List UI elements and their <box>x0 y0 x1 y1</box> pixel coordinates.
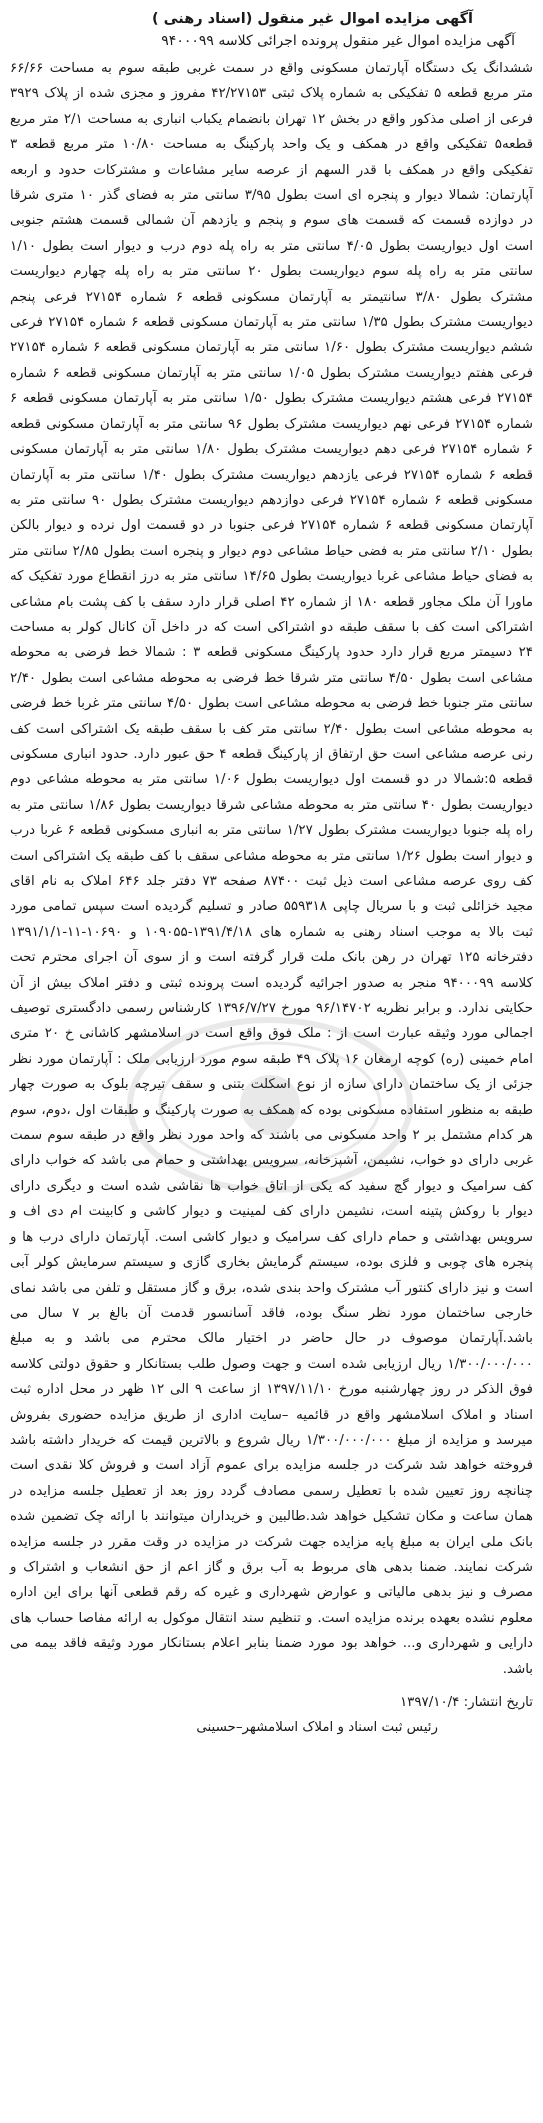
publish-date: تاریخ انتشار: ۱۳۹۷/۱۰/۴ <box>399 1695 533 1710</box>
notice-subtitle: آگهی مزایده اموال غیر منقول پرونده اجرائی کلاسه ۹۴۰۰۰۹۹ <box>161 33 515 49</box>
notice-footer <box>10 1690 533 1740</box>
auction-notice <box>10 8 533 1740</box>
notice-title: آگهی مزایده اموال غیر منقول (اسناد رهنی ) <box>151 11 473 27</box>
notice-body: ششدانگ یک دستگاه آپارتمان مسکونی واقع در سمت غربی طبقه سوم به مساحت ۶۶/۶۶ متر مربع قطعه ۵ تفکیکی به شماره پلاک ثبتی ۴۲/۲۷۱۵۳ مفروز و مجزی شده از پلاک ۳۹۲۹ فرعی از اصلی مذکور واقع در بخش ۱۲ تهران بانضمام یکباب انباری به مساحت ۲/۱ متر مربع قطعه۵ تفکیکی واقع در همکف و یک واحد پارکینگ به مساحت ۱۰/۸۰ متر مربع قطعه ۳ تفکیکی واقع در همکف با قدر السهم از عرصه سایر مشاعات و مشترکات حدود و اربعه آپارتمان: شمالا دیوار و پنجره ای است بطول ۳/۹۵ سانتی متر به فضای گذر ۱۰ متری شرقا در دوازده قسمت که قسمت های سوم و پنجم و یازدهم آن شمالی قسمت هشتم جنوبی است اول دیواریست بطول ۴/۰۵ سانتی متر به راه پله دوم درب و دیوار است بطول ۱/۱۰ سانتی متر به راه پله سوم دیواریست بطول ۲۰ سانتی متر به راه پله چهارم دیواریست مشترک بطول ۳/۸۰ سانتیمتر به آپارتمان مسکونی قطعه ۶ شماره ۲۷۱۵۴ فرعی پنجم دیواریست مشترک بطول ۱/۳۵ سانتی متر به آپارتمان مسکونی قطعه ۶ شماره ۲۷۱۵۴ فرعی ششم دیواریست مشترک بطول ۱/۶۰ سانتی متر به آپارتمان مسکونی قطعه ۶ شماره ۲۷۱۵۴ فرعی هفتم دیواریست مشترک بطول ۱/۰۵ سانتی متر به آپارتمان مسکونی قطعه ۶ شماره ۲۷۱۵۴ فرعی هشتم دیواریست مشترک بطول ۱/۵۰ سانتی متر به آپارتمان مسکونی قطعه ۶ شماره ۲۷۱۵۴ فرعی نهم دیواریست مشترک بطول ۹۶ سانتی متر به آپارتمان مسکونی قطعه ۶ شماره ۲۷۱۵۴ فرعی دهم دیواریست مشترک بطول ۱/۸۰ سانتی متر به آپارتمان مسکونی قطعه ۶ شماره ۲۷۱۵۴ فرعی یازدهم دیواریست مشترک بطول ۱/۴۰ سانتی متر به آپارتمان مسکونی قطعه ۶ شماره ۲۷۱۵۴ فرعی دوازدهم دیواریست مشترک بطول ۹۰ سانتی متر به آپارتمان مسکونی قطعه ۶ شماره ۲۷۱۵۴ فرعی جنوبا در دو قسمت اول نرده و دیوار بالکن بطول ۲/۱۰ سانتی متر به فضی حیاط مشاعی دوم دیوار و پنجره است بطول ۲/۸۵ سانتی متر به فضای حیاط مشاعی غربا دیواریست بطول ۱۴/۶۵ سانتی متر به درز انقطاع مورد تفکیک که ماورا آن ملک مجاور قطعه ۱۸۰ از شماره ۴۲ اصلی قرار دارد سقف با کف پشت بام مشاعی اشتراکی است کف با سقف طبقه دو اشتراکی است که در داخل آن کانال کولر به مساحت ۲۴ دسیمتر مربع قرار دارد حدود پارکینگ مسکونی قطعه ۳ : شمالا خط فرضی به محوطه مشاعی است بطول ۴/۵۰ سانتی متر شرقا خط فرضی به محوطه مشاعی است بطول ۲/۴۰ سانتی متر جنوبا خط فرضی به محوطه مشاعی است بطول ۴/۵۰ سانتی متر غربا خط فرضی به محوطه مشاعی است بطول ۲/۴۰ سانتی متر کف با سقف طبقه یک اشتراکی است کف رنی عرصه مشاعی است حق ارتفاق از پارکینگ قطعه ۴ حق عبور دارد. حدود انباری مسکونی قطعه ۵:شمالا در دو قسمت اول دیواریست بطول ۱/۰۶ سانتی متر به محوطه مشاعی دوم دیواریست بطول ۴۰ سانتی متر به محوطه مشاعی شرقا دیواریست بطول ۱/۸۶ سانتی متر به راه پله جنوبا دیواریست مشترک بطول ۱/۲۷ سانتی متر به انباری مسکونی قطعه ۶ غربا درب و دیوار است بطول ۱/۲۶ سانتی متر به محوطه مشاعی سقف با کف طبقه یک اشتراکی است کف روی عرصه مشاعی است ذیل ثبت ۸۷۴۰۰ صفحه ۷۳ دفتر جلد ۶۴۶ املاک به نام اقای مجید خزائلی ثبت و با سریال چاپی ۵۵۹۳۱۸ صادر و تسلیم گردیده است سپس تمامی مورد ثبت بالا به موجب اسناد رهنی به شماره های ۱۳۹۱/۴/۱۸-۱۰۹۰۵۵ و ۱۰۶۹۰-۱۱-۱۳۹۱/۱/۱ دفترخانه ۱۲۵ تهران در رهن بانک ملت قرار گرفته است و از سوی آن اجرای محترم تحت کلاسه ۹۴۰۰۰۹۹ منجر به صدور اجرائیه گردیده است پرونده ثبتی و دفتر املاک بیش از آن حکایتی ندارد. و برابر نظریه ۹۶/۱۴۷۰۲ مورخ ۱۳۹۶/۷/۲۷ کارشناس رسمی دادگستری توصیف اجمالی مورد وثیقه عبارت است از : ملک فوق واقع است در اسلامشهر کاشانی خ ۲۰ متری امام خمینی (ره) کوچه ارمغان ۱۶ پلاک ۴۹ طبقه سوم مورد ارزیابی ملک : آپارتمان مورد نظر جزئی از یک ساختمان دارای سازه از نوع اسکلت بتنی و سقف تیرچه بلوک به صورت چهار طبقه به منظور استفاده مسکونی بوده که همکف به صورت پارکینگ و طبقات اول ،دوم، سوم هر کدام مشتمل بر ۲ واحد مسکونی می باشند که واحد مورد نظر واقع در طبقه سوم سمت غربی دارای دو خواب، نشیمن، آشپزخانه، سرویس بهداشتی و حمام می باشد که خواب دارای کف سرامیک و دیوار گچ سفید که یکی از اتاق خواب ها نقاشی شده است و دیگری دارای دیوار با روکش پتینه است، نشیمن دارای کف لمینیت و دیوار کاشی و کابینت ام دی اف و سرویس بهداشتی و حمام دارای کف سرامیک و دیوار کاشی است. آپارتمان دارای درب ها و پنجره های چوبی و فلزی بوده، سیستم گرمایش بخاری گازی و سیستم سرمایش کولر آبی است و نیز دارای کنتور آب مشترک واحد بندی شده، برق و گاز مستقل و تلفن می باشد نمای خارجی ساختمان مورد نظر سنگ بوده، فاقد آسانسور قدمت آن بالغ بر ۷ سال می باشد.آپارتمان موصوف در حال حاضر در اختیار مالک محترم می باشد و به مبلغ ۱/۳۰۰/۰۰۰/۰۰۰ ریال ارزیابی شده است و جهت وصول طلب بستانکار و حقوق دولتی کلاسه فوق الذکر در روز چهارشنبه مورخ ۱۳۹۷/۱۱/۱۰ از ساعت ۹ الی ۱۲ ظهر در محل اداره ثبت اسناد و املاک اسلامشهر واقع در قائمیه –سایت اداری از طریق مزایده حضوری بفروش میرسد و مزایده از مبلغ ۱/۳۰۰/۰۰۰/۰۰۰ ریال شروع و بالاترین قیمت که خریدار داشته باشد فروخته خواهد شد شرکت در جلسه مزایده برای عموم آزاد است و فروش کلا نقدی است چنانچه روز تعیین شده با تعطیل رسمی مصادف گردد روز بعد از تعطیل جلسه مزایده در همان ساعت و مکان تشکیل خواهد شد.طالبین و خریداران میتوانند با ارائه چک تضمین شده بانک ملی ایران به مبلغ پایه مزایده جهت شرکت در مزایده در وقت مقرر در جلسه مزایده شرکت نمایند. ضمنا بدهی های مربوط به آب برق و گاز اعم از حق انشعاب و اشتراک و مصرف و نیز بدهی مالیاتی و عوارض شهرداری و غیره که رقم قطعی آنها برای این اداره معلوم نشده بعهده برنده مزایده است. و تنظیم سند انتقال موکول به ارائه مفاصا حساب های دارایی و شهرداری و... خواهد بود مورد ضمنا بنابر اعلام بستانکار مورد وثیقه فاقد بیمه می باشد. <box>10 61 534 1677</box>
signature: رئیس ثبت اسناد و املاک اسلامشهر–حسینی <box>196 1720 438 1735</box>
